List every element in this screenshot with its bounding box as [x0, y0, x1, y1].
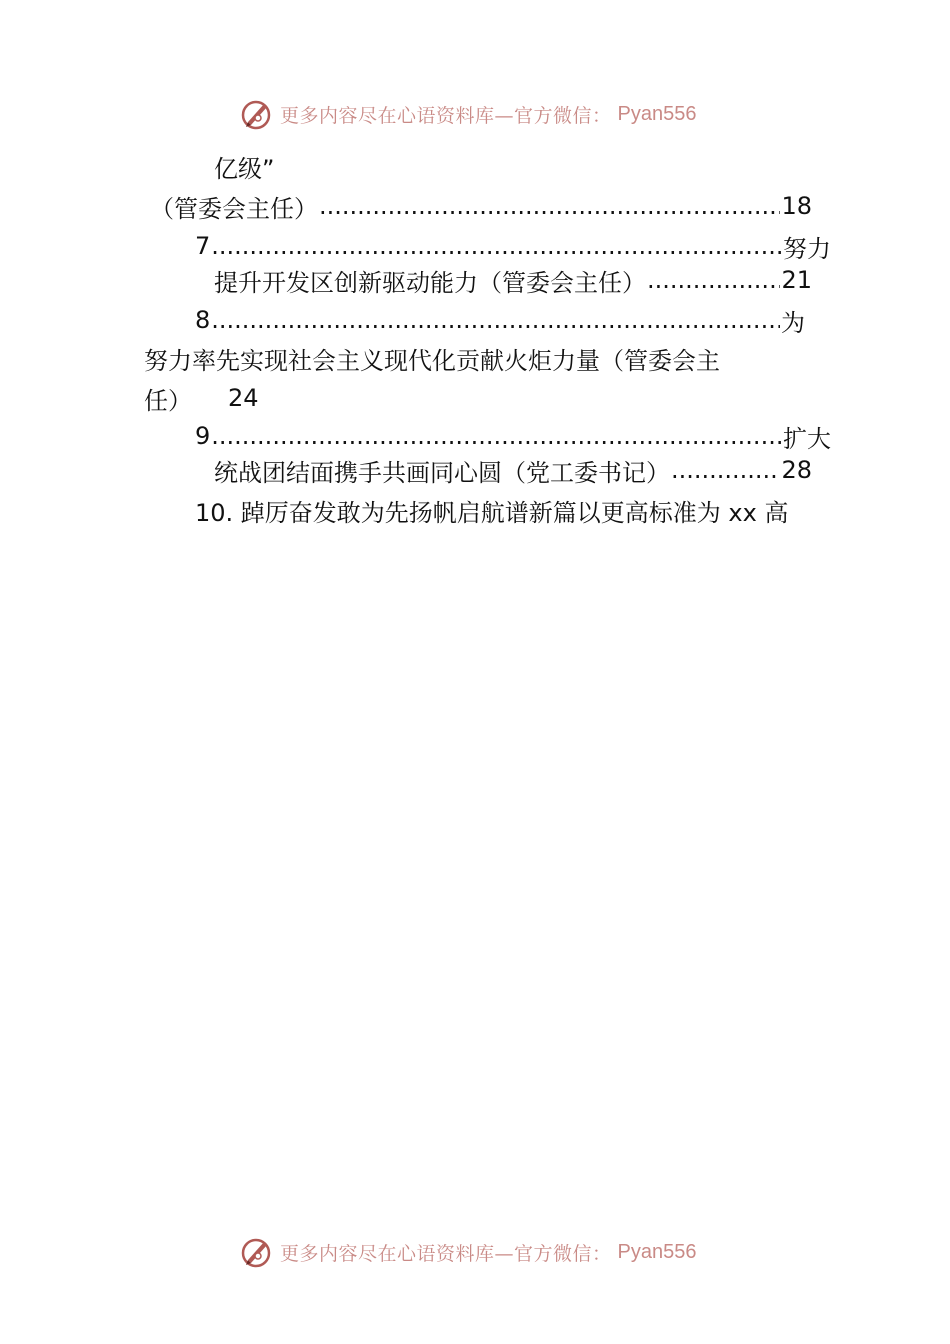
toc-entry-6-label: （管委会主任）: [150, 194, 318, 223]
toc-entry-8-title: 努力率先实现社会主义现代化贡献火炬力量（管委会主: [144, 346, 720, 375]
toc-entry-8-title-end: 任）: [144, 386, 192, 415]
toc-entry-8-title-line[interactable]: [144, 340, 720, 376]
toc-leader-dots: [211, 422, 782, 450]
toc-entry-7-title: 提升开发区创新驱动能力（管委会主任）: [214, 268, 646, 297]
toc-entry-6-page: 18: [781, 192, 812, 220]
header-wechat-id: Pyan556: [617, 102, 697, 125]
toc-leader-dots: [211, 306, 780, 334]
toc-entry-8-head[interactable]: [195, 302, 805, 338]
toc-entry-10[interactable]: [195, 492, 788, 528]
toc-leader-dots: [319, 192, 780, 220]
toc-entry-7-head-text: 努力: [783, 234, 831, 263]
toc-entry-9-head-text: 扩大: [783, 424, 831, 453]
header-watermark-text: 更多内容尽在心语资料库—官方微信：: [280, 104, 612, 127]
toc-leader-dots: [647, 266, 780, 294]
pen-logo-icon: [238, 96, 274, 132]
footer-wechat-id: Pyan556: [617, 1240, 697, 1263]
toc-entry-8-head-text: 为: [781, 308, 805, 337]
header-watermark: [238, 94, 738, 134]
toc-entry-7-head[interactable]: [195, 228, 831, 264]
toc-entry-9-page: 28: [781, 456, 812, 484]
toc-entry-7-number: 7: [195, 232, 211, 260]
toc-entry-9-head[interactable]: [195, 418, 831, 454]
toc-entry-9[interactable]: [214, 452, 812, 488]
pen-logo-icon: [238, 1234, 274, 1270]
footer-watermark: [238, 1232, 738, 1272]
toc-entry-6[interactable]: [150, 188, 812, 224]
toc-line-item6-title-end: 亿级”: [214, 154, 275, 183]
toc-entry-8-page: 24: [228, 384, 259, 412]
footer-watermark-text: 更多内容尽在心语资料库—官方微信：: [280, 1242, 612, 1265]
toc-entry-8[interactable]: [144, 380, 259, 416]
toc-entry-9-title: 统战团结面携手共画同心圆（党工委书记）: [214, 458, 670, 487]
toc-leader-dots: [211, 232, 782, 260]
toc-entry-9-number: 9: [195, 422, 211, 450]
toc-leader-dots: [671, 456, 780, 484]
toc-entry-7-page: 21: [781, 266, 812, 294]
toc-entry-10-title: 10. 踔厉奋发敢为先扬帆启航谱新篇以更高标准为 xx 高: [195, 498, 789, 527]
toc-entry-8-number: 8: [195, 306, 211, 334]
toc-entry-7[interactable]: [214, 262, 812, 298]
